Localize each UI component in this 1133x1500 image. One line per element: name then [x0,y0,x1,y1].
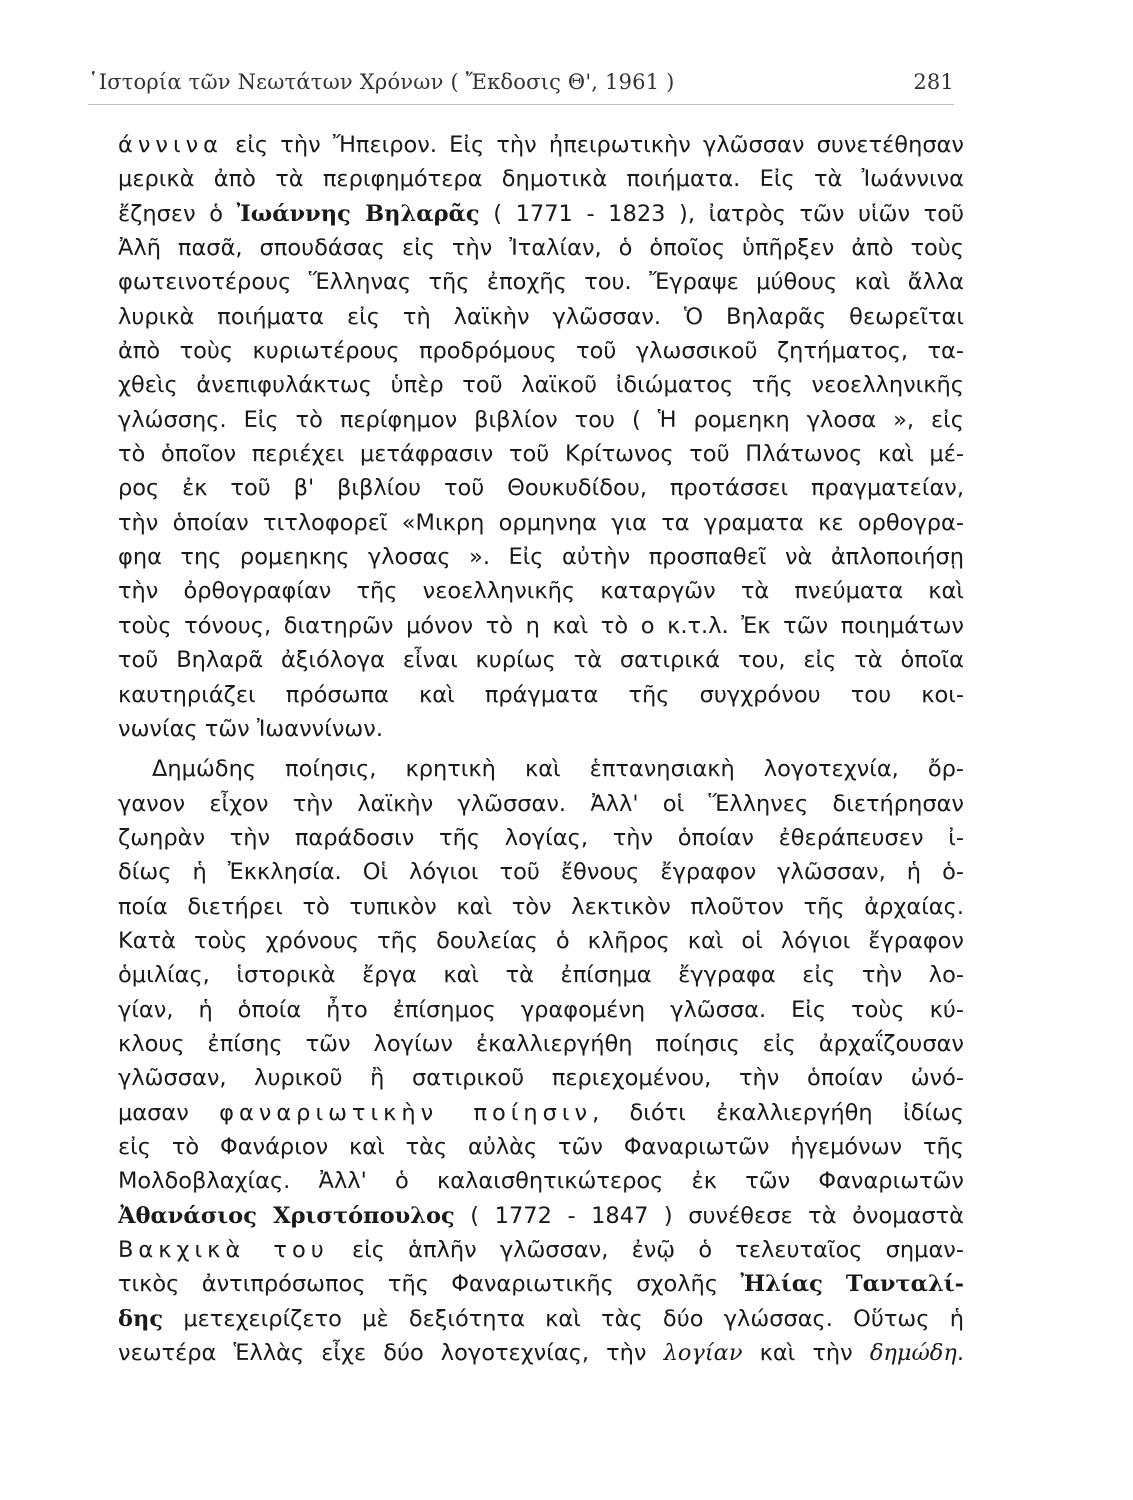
text-line: νωνίας τῶν Ἰωαννίνων. [118,715,383,742]
text-line: Ἀλῆ πασᾶ, σπουδάσας εἰς τὴν Ἰταλίαν, ὁ ὁποῖος ὑπῆρξεν ἀπὸ τοὺς [118,235,964,262]
text-line: Δημώδης ποίησις, κρητικὴ καὶ ἑπτανησιακὴ λογοτεχνία, ὄρ- [152,756,964,783]
text-line: ὁμιλίας, ἱστορικὰ ἔργα καὶ τὰ ἐπίσημα ἔγγραφα εἰς τὴν λο- [118,962,964,989]
text-line: τοῦ Βηλαρᾶ ἀξιόλογα εἶναι κυρίως τὰ σατιρικά του, εἰς τὰ ὁποῖα [118,647,964,674]
italic-term: δημώδη [869,1340,957,1367]
text-line [118,197,964,231]
text-line: γλῶσσαν, λυρικοῦ ἢ σατιρικοῦ περιεχομένου, τὴν ὁποίαν ὠνό- [118,1065,964,1092]
text-line: λυρικὰ ποιήματα εἰς τὴ λαϊκὴν γλῶσσαν. Ὁ Βηλαρᾶς θεωρεῖται [118,303,964,330]
spaced-text: άννινα [118,132,223,158]
line-text: νεωτέρα Ἑλλὰς εἶχε δύο λογοτεχνίας, τὴν [118,1340,664,1367]
line-text: ( 1771 - 1823 ), ἰατρὸς τῶν υἱῶν τοῦ [479,200,964,227]
text-line: γλώσσης. Εἰς τὸ περίφημον βιβλίον του ( Ἡ ρομεηκη γλοσα », εἰς [118,406,964,433]
italic-term: λογίαν [663,1340,743,1367]
line-text: μετεχειρίζετο μὲ δεξιότητα καὶ τὰς δύο γλώσσας. Οὕτως ἡ [163,1305,964,1332]
page-number: 281 [913,70,954,94]
text-line [118,1233,964,1267]
text-line: Κατὰ τοὺς χρόνους τῆς δουλείας ὁ κλῆρος καὶ οἱ λόγιοι ἔγραφον [118,927,964,954]
text-line: δίως ἡ Ἐκκλησία. Οἱ λόγιοι τοῦ ἔθνους ἔγραφον γλῶσσαν, ἡ ὁ- [118,859,964,886]
line-text: τικὸς ἀντιπρόσωπος τῆς Φαναριωτικῆς σχολῆς [118,1271,741,1298]
text-line: τοὺς τόνους, διατηρῶν μόνον τὸ η καὶ τὸ ο κ.τ.λ. Ἐκ τῶν ποιημάτων [118,612,964,639]
body-text [118,128,964,1370]
text-line: τὴν ὁποίαν τιτλοφορεῖ «Μικρη ορμηνηα για τα γραματα κε ορθογρα- [118,509,964,536]
spaced-term: φαναριωτικὴν ποίησιν [219,1099,593,1126]
text-line: γανον εἶχον τὴν λαϊκὴν γλῶσσαν. Ἀλλ' οἱ Ἕλληνες διετήρησαν [118,790,964,817]
text-line [118,1336,964,1370]
person-name-tantalidis: Ἠλίας Τανταλί- [740,1271,964,1298]
paragraph-vilaras [118,128,964,746]
line-text: εἰς τὴν Ἤπειρον. Εἰς τὴν ἠπειρωτικὴν γλῶσσαν συνετέθησαν [222,132,964,158]
text-line: φωτεινοτέρους Ἕλληνας τῆς ἐποχῆς του. Ἔγραψε μύθους καὶ ἄλλα [118,269,964,296]
text-line: φηα της ρομεηκης γλοσας ». Εἰς αὐτὴν προσπαθεῖ νὰ ἀπλοποιήσῃ [118,544,964,571]
line-text: ( 1772 - 1847 ) συνέθεσε τὰ ὀνομαστὰ [454,1202,964,1229]
text-line: εἰς τὸ Φανάριον καὶ τὰς αὐλὰς τῶν Φαναριωτῶν ἡγεμόνων τῆς [118,1133,964,1160]
header-rule [88,104,954,105]
text-line [118,128,964,162]
text-line: τὴν ὀρθογραφίαν τῆς νεοελληνικῆς καταργῶν τὰ πνεύματα καὶ [118,578,964,605]
text-line [118,1199,964,1233]
person-name-tantalidis-end: δης [118,1305,164,1332]
text-line: κλους ἐπίσης τῶν λογίων ἐκαλλιεργήθη ποίησις εἰς ἀρχαΐζουσαν [118,1030,964,1057]
person-name-christopoulos: Ἀθανάσιος Χριστόπουλος [118,1202,455,1229]
text-line [118,1096,964,1130]
line-text: , διότι ἐκαλλιεργήθη ἰδίως [592,1099,964,1126]
spaced-title: Βακχικὰ του [118,1237,329,1263]
text-line: καυτηριάζει πρόσωπα καὶ πράγματα τῆς συγχρόνου του κοι- [118,681,964,708]
line-text: καὶ τὴν [742,1340,870,1367]
text-line: γίαν, ἡ ὁποία ἦτο ἐπίσημος γραφομένη γλῶσσα. Εἰς τοὺς κύ- [118,996,964,1023]
paragraph-phanariots [118,752,964,1370]
running-header [88,64,954,104]
header-title: ῾Ιστορία τῶν Νεωτάτων Χρόνων ( Ἔκδοσις Θ', 1961 ) [88,70,675,94]
text-line: Μολδοβλαχίας. Ἀλλ' ὁ καλαισθητικώτερος ἐκ τῶν Φαναριωτῶν [118,1168,964,1195]
line-text: . [956,1340,964,1367]
text-line: ἀπὸ τοὺς κυριωτέρους προδρόμους τοῦ γλωσσικοῦ ζητήματος, τα- [118,338,964,365]
line-text: μασαν [118,1099,220,1126]
text-line: χθεὶς ἀνεπιφυλάκτως ὑπὲρ τοῦ λαϊκοῦ ἰδιώματος τῆς νεοελληνικῆς [118,372,964,399]
text-line [118,1267,964,1301]
person-name-vilaras: Ἰωάννης Βηλαρᾶς [236,200,480,227]
line-text: εἰς ἁπλῆν γλῶσσαν, ἐνῷ ὁ τελευταῖος σημαν- [328,1237,964,1263]
text-line: ζωηρὰν τὴν παράδοσιν τῆς λογίας, τὴν ὁποίαν ἐθεράπευσεν ἰ- [118,824,964,851]
text-line: μερικὰ ἀπὸ τὰ περιφημότερα δημοτικὰ ποιήματα. Εἰς τὰ Ἰωάννινα [118,166,964,193]
text-line [118,1302,964,1336]
line-text: ἔζησεν ὁ [118,200,237,227]
text-line: ρος ἐκ τοῦ β' βιβλίου τοῦ Θουκυδίδου, προτάσσει πραγματείαν, [118,475,964,502]
text-line: τὸ ὁποῖον περιέχει μετάφρασιν τοῦ Κρίτωνος τοῦ Πλάτωνος καὶ μέ- [118,441,964,468]
text-line: ποία διετήρει τὸ τυπικὸν καὶ τὸν λεκτικὸν πλοῦτον τῆς ἀρχαίας. [118,893,964,920]
